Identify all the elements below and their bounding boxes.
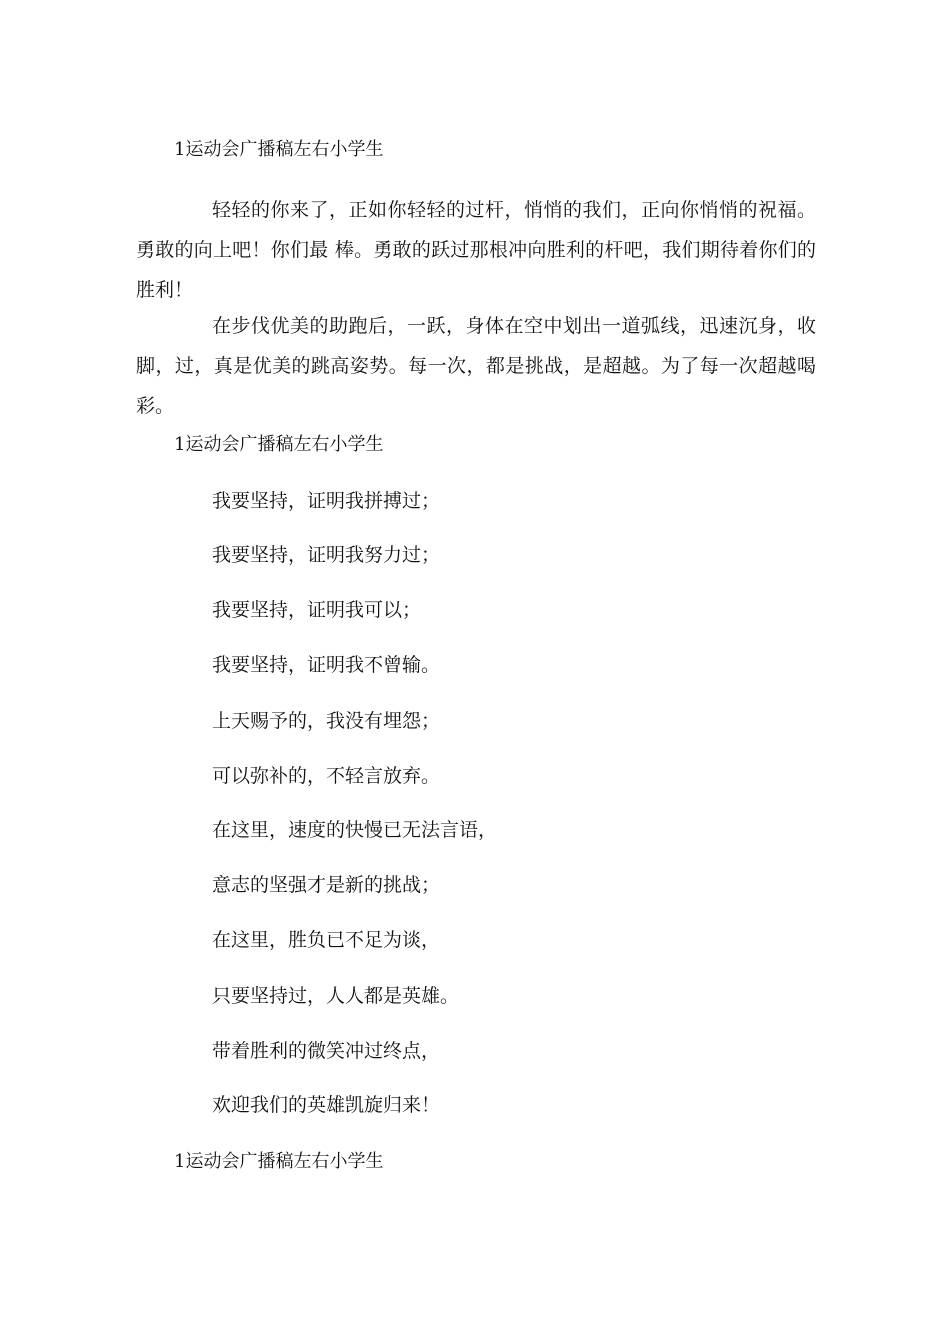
paragraph-high-jump-cheer: 轻轻的你来了，正如你轻轻的过杆，悄悄的我们，正向你悄悄的祝福。勇敢的向上吧！你们最 棒。勇敢的跃过那根冲向胜利的杆吧，我们期待着你们的胜利！ — [136, 199, 816, 301]
poem-line: 我要坚持，证明我努力过； — [212, 544, 441, 566]
poem-line: 我要坚持，证明我拼搏过； — [212, 490, 441, 512]
poem-line: 上天赐予的，我没有埋怨； — [212, 710, 441, 732]
section-heading: 1运动会广播稿左右小学生 — [174, 1151, 384, 1172]
poem-line: 在这里，速度的快慢已无法言语， — [212, 819, 498, 841]
poem-line: 我要坚持，证明我不曾输。 — [212, 654, 441, 676]
section-heading: 1运动会广播稿左右小学生 — [174, 434, 384, 455]
section-heading: 1运动会广播稿左右小学生 — [174, 139, 384, 160]
poem-line: 欢迎我们的英雄凯旋归来！ — [212, 1094, 441, 1116]
poem-line: 意志的坚强才是新的挑战； — [212, 874, 441, 896]
poem-line: 在这里，胜负已不足为谈， — [212, 929, 441, 951]
poem-line: 带着胜利的微笑冲过终点， — [212, 1040, 441, 1062]
poem-line: 只要坚持过，人人都是英雄。 — [212, 985, 460, 1007]
poem-line: 可以弥补的，不轻言放弃。 — [212, 765, 441, 787]
poem-line: 我要坚持，证明我可以； — [212, 599, 422, 621]
paragraph-high-jump-form: 在步伐优美的助跑后，一跃，身体在空中划出一道弧线，迅速沉身，收脚，过，真是优美的跳高姿势。每一次，都是挑战，是超越。为了每一次超越喝彩。 — [136, 315, 816, 417]
